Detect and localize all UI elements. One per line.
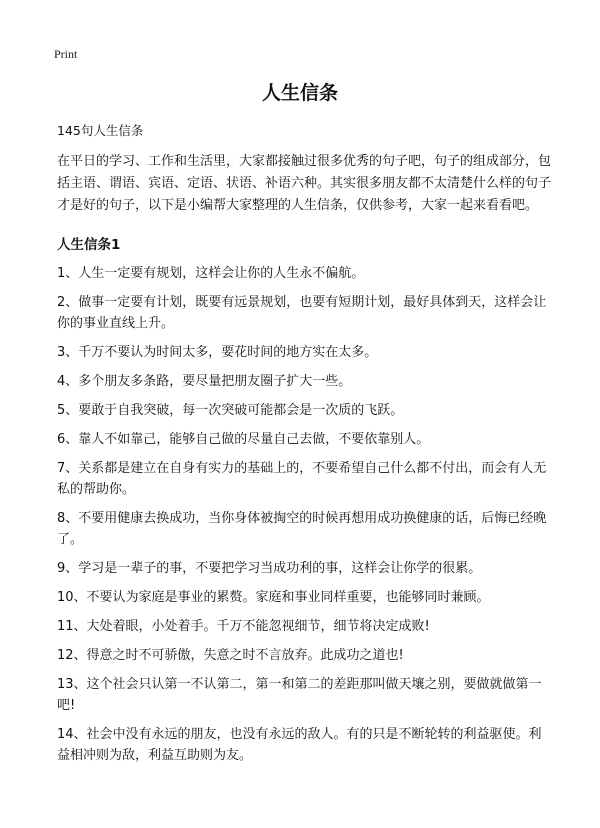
list-item: 6、靠人不如靠己，能够自己做的尽量自己去做，不要依靠别人。 <box>57 432 430 447</box>
section-heading: 人生信条1 <box>57 237 121 253</box>
list-item: 7、关系都是建立在自身有实力的基础上的，不要希望自己什么都不付出，而会有人无私的帮助你。 <box>57 461 547 497</box>
list-item: 5、要敢于自我突破，每一次突破可能都会是一次质的飞跃。 <box>57 403 404 418</box>
page-title: 人生信条 <box>261 82 338 104</box>
list-item: 14、社会中没有永远的朋友，也没有永远的敌人。有的只是不断轮转的利益驱使。利益相冲则为敌，利益互助则为友。 <box>57 727 542 763</box>
list-item: 13、这个社会只认第一不认第二，第一和第二的差距那叫做天壤之别，要做就做第一吧! <box>57 677 542 713</box>
list-item: 3、千万不要认为时间太多，要花时间的地方实在太多。 <box>57 345 378 360</box>
list-item: 1、人生一定要有规划，这样会让你的人生永不偏航。 <box>57 266 365 281</box>
print-link[interactable]: Print <box>54 47 78 61</box>
motto-list <box>57 263 551 774</box>
list-item: 4、多个朋友多条路，要尽量把朋友圈子扩大一些。 <box>57 374 352 389</box>
list-item: 2、做事一定要有计划，既要有远景规划，也要有短期计划，最好具体到天，这样会让你的事业直线上升。 <box>57 295 547 331</box>
list-item: 9、学习是一辈子的事，不要把学习当成功利的事，这样会让你学的很累。 <box>57 561 482 576</box>
list-item: 11、大处着眼，小处着手。千万不能忽视细节，细节将决定成败! <box>57 619 430 634</box>
list-item: 12、得意之时不可骄傲，失意之时不言放弃。此成功之道也! <box>57 648 404 663</box>
list-item: 10、不要认为家庭是事业的累赘。家庭和事业同样重要，也能够同时兼顾。 <box>57 590 490 605</box>
list-item: 8、不要用健康去换成功，当你身体被掏空的时候再想用成功换健康的话，后悔已经晚了。 <box>57 511 547 547</box>
intro-paragraph: 在平日的学习、工作和生活里，大家都接触过很多优秀的句子吧，句子的组成部分，包括主语、谓语、宾语、定语、状语、补语六种。其实很多朋友都不太清楚什么样的句子才是好的句子，以下是小编帮大家整理的人生信条，仅供参考，大家一起来看看吧。 <box>57 154 552 213</box>
article-subtitle: 145句人生信条 <box>57 123 144 138</box>
